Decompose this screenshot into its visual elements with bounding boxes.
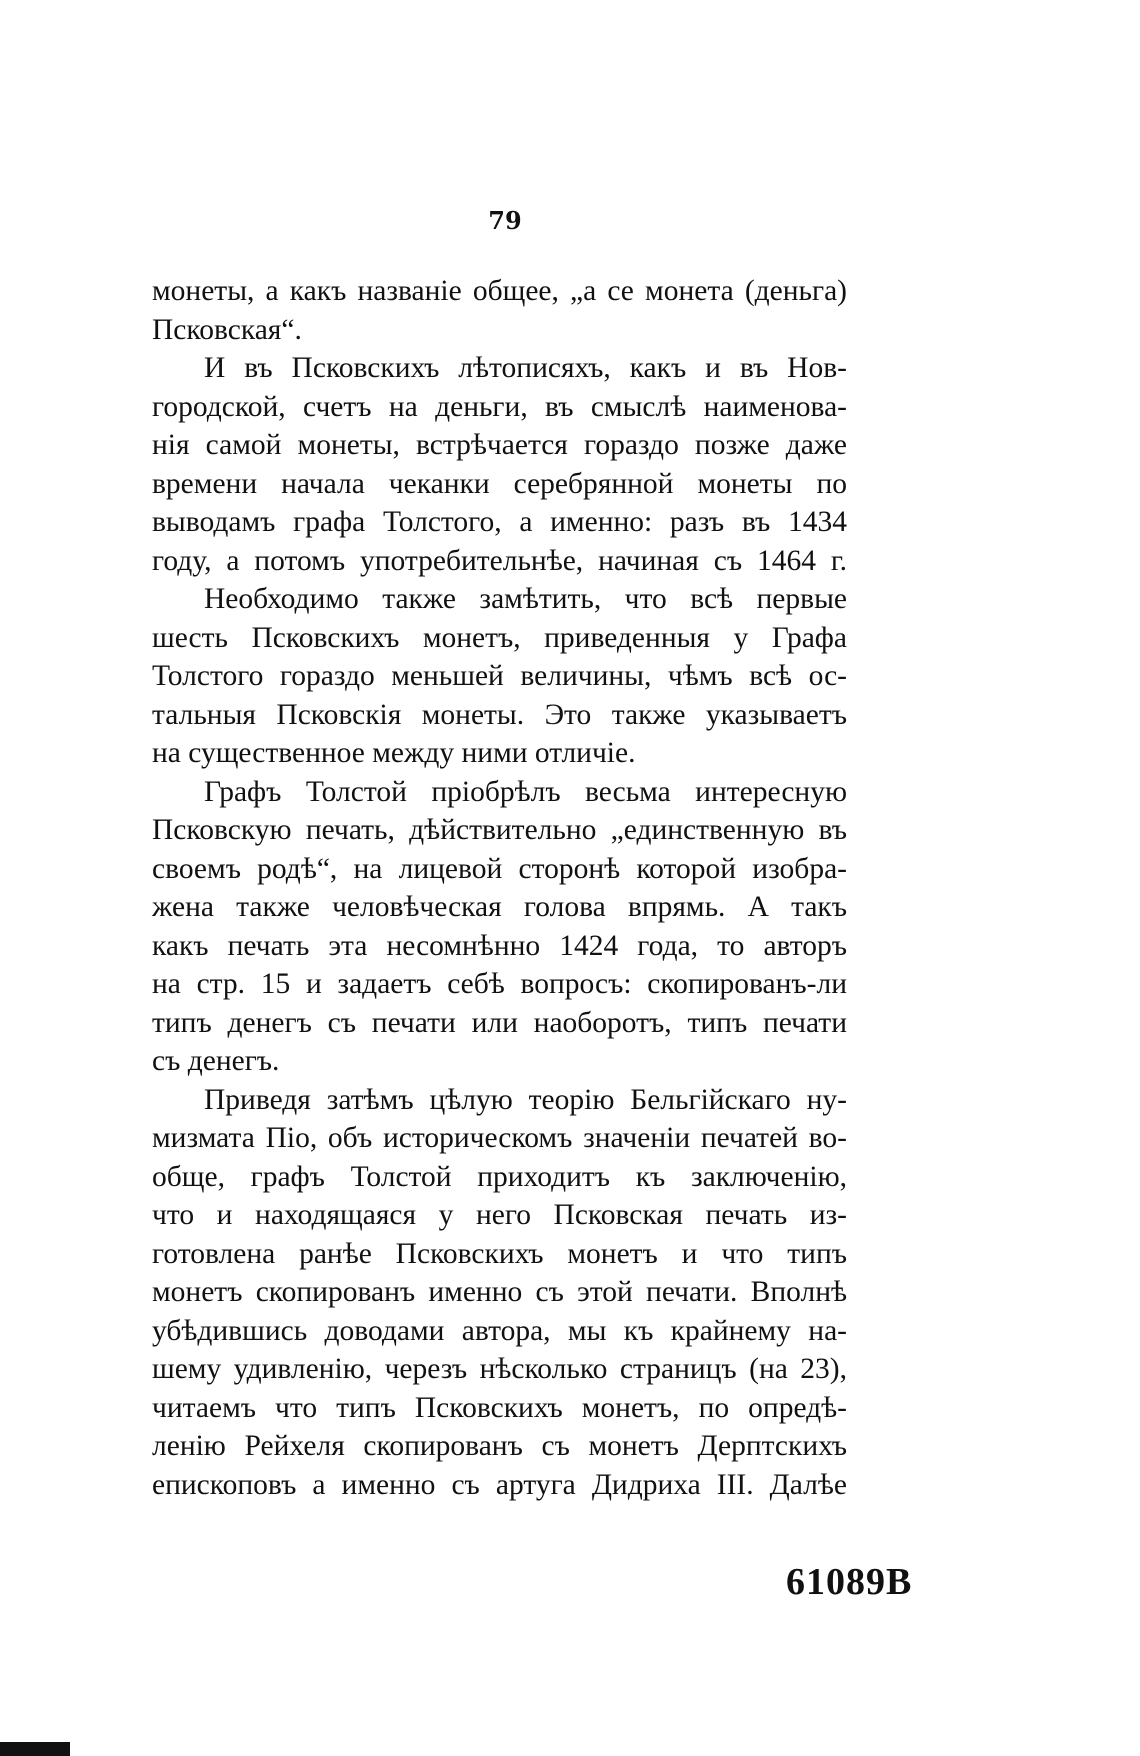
text-line: монеты, а какъ названіе общее, „а се монета (деньга) [152, 275, 847, 307]
text-line: нія самой монеты, встрѣчается гораздо позже даже [152, 429, 847, 461]
text-line: году, а потомъ употребительнѣе, начиная съ 1464 г. [152, 544, 847, 577]
text-line: Псковскую печать, дѣйствительно „единственную въ [152, 814, 847, 846]
text-line: на стр. 15 и задаетъ себѣ вопросъ: скопированъ-ли [152, 968, 847, 1000]
text-line: городской, счетъ на деньги, въ смыслѣ наименова- [152, 390, 847, 423]
text-line: времени начала чеканки серебрянной монеты по [152, 467, 847, 500]
text-line: епископовъ а именно съ артуга Дидриха III. Далѣе [152, 1468, 847, 1501]
text-line: готовлена ранѣе Псковскихъ монетъ и что типъ [152, 1237, 847, 1270]
text-line: Графъ Толстой пріобрѣлъ весьма интересную [204, 775, 847, 808]
text-line: убѣдившись доводами автора, мы къ крайнему на- [152, 1314, 847, 1347]
text-line: какъ печать эта несомнѣнно 1424 года, то авторъ [152, 929, 847, 962]
corner-mark [0, 1742, 70, 1756]
text-line: тальныя Псковскія монеты. Это также указываетъ [152, 698, 847, 731]
text-line: съ денегъ. [152, 1045, 280, 1077]
text-line: что и находящаяся у него Псковская печать из- [152, 1199, 847, 1231]
text-line: монетъ скопированъ именно съ этой печати. Вполнѣ [152, 1276, 847, 1308]
text-line: жена также человѣческая голова впрямь. А такъ [152, 891, 847, 923]
text-line: И въ Псковскихъ лѣтописяхъ, какъ и въ Нов- [204, 352, 847, 384]
text-line: выводамъ графа Толстого, а именно: разъ въ 1434 [152, 506, 847, 538]
text-line: типъ денегъ съ печати или наоборотъ, типъ печати [152, 1006, 847, 1039]
text-line: Толстого гораздо меньшей величины, чѣмъ всѣ ос- [152, 660, 847, 692]
text-line: Псковская“. [152, 313, 302, 346]
library-stamp: 61089B [786, 1561, 913, 1603]
text-line: Приведя затѣмъ цѣлую теорію Бельгійскаго ну- [204, 1083, 847, 1116]
text-line: на существенное между ними отличіе. [152, 737, 636, 769]
page-number: 79 [488, 206, 522, 235]
text-line: обще, графъ Толстой приходитъ къ заключенію, [152, 1160, 847, 1193]
text-line: ленію Рейхеля скопированъ съ монетъ Дерптскихъ [152, 1430, 847, 1462]
text-line: мизмата Піо, объ историческомъ значеніи печатей во- [152, 1122, 847, 1154]
text-line: Необходимо также замѣтить, что всѣ первые [204, 583, 847, 615]
body-text [152, 272, 847, 1504]
text-line: своемъ родѣ“, на лицевой сторонѣ которой изобра- [152, 852, 847, 885]
text-line: шему удивленію, черезъ нѣсколько страницъ (на 23), [152, 1353, 847, 1385]
text-line: шесть Псковскихъ монетъ, приведенныя у Графа [152, 621, 847, 654]
text-line: читаемъ что типъ Псковскихъ монетъ, по опредѣ- [152, 1391, 847, 1424]
